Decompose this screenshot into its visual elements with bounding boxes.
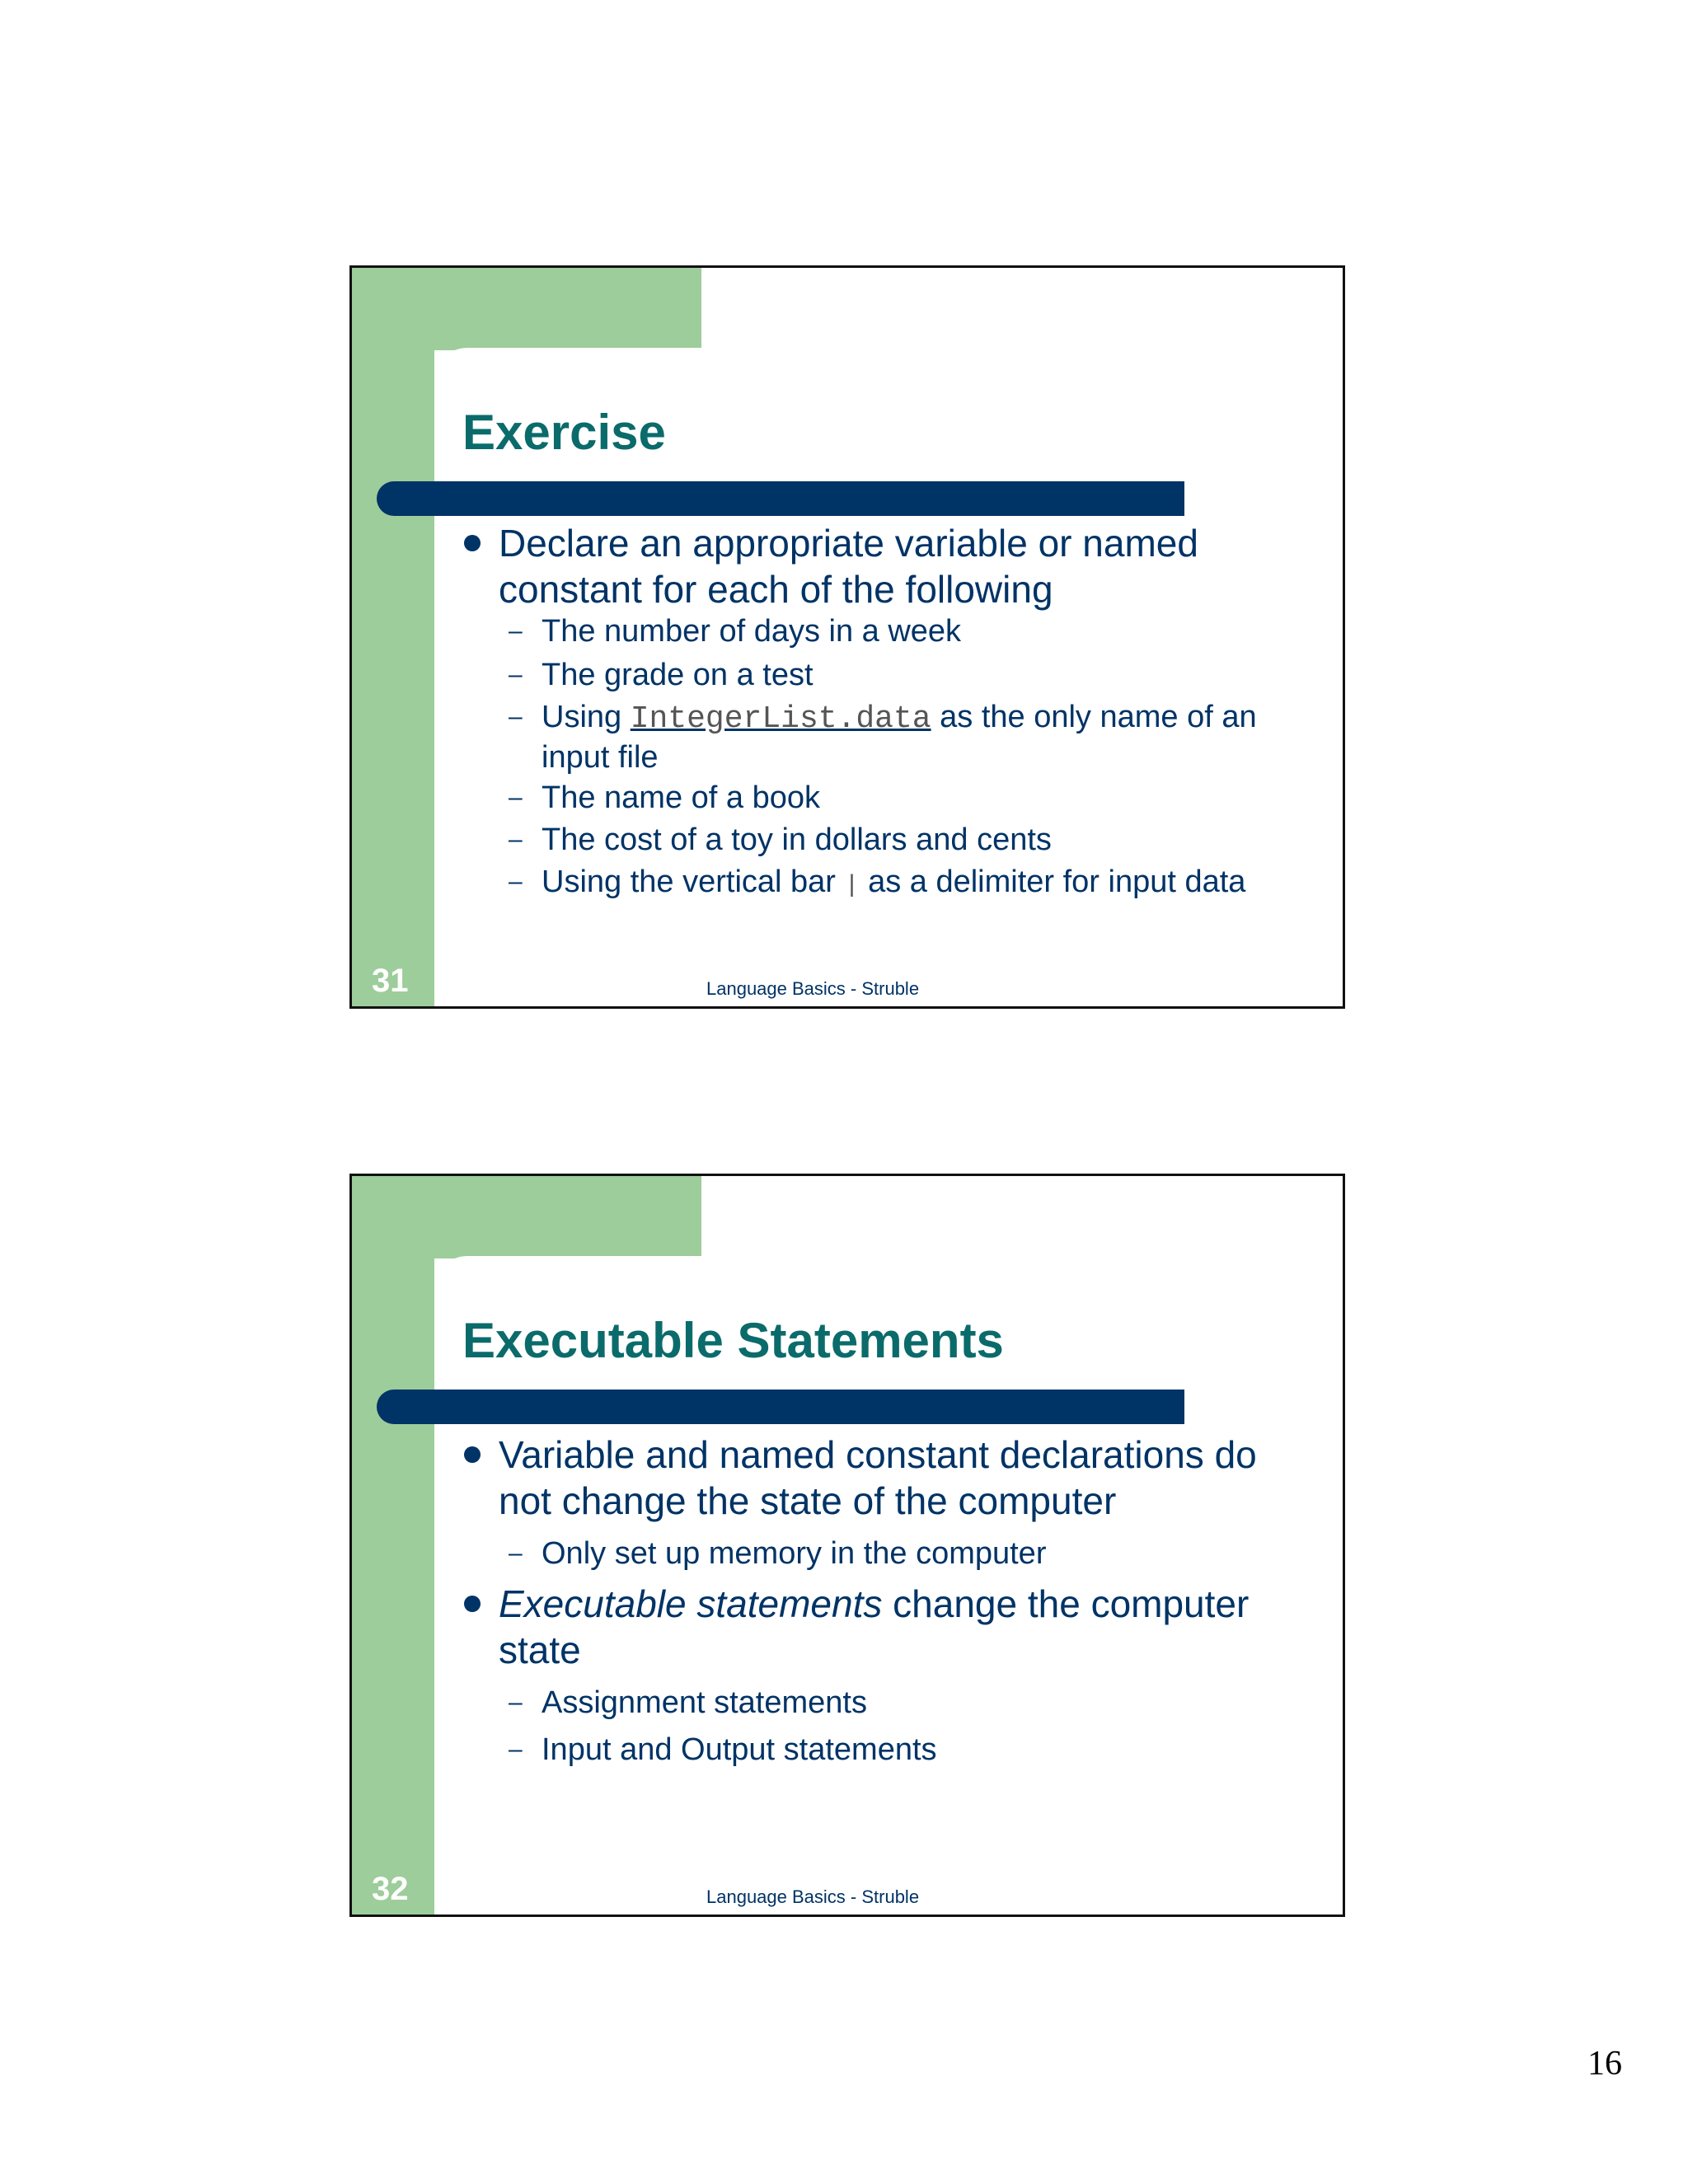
title-underline-bar: [377, 481, 1184, 516]
sub-item-text-prefix: Using: [542, 700, 631, 734]
sub-item-text: Assignment statements: [542, 1685, 867, 1720]
bullet-text: Declare an appropriate variable or named constant for each of the following: [499, 522, 1198, 611]
slide-top-decoration: [352, 1176, 701, 1258]
slide-footer: Language Basics - Struble: [706, 1886, 920, 1907]
sub-item-text: The name of a book: [542, 780, 820, 815]
sub-item-text-suffix: as a delimiter for input data: [859, 865, 1246, 899]
sub-item-text-prefix: Using the vertical bar: [542, 865, 845, 899]
bullet-item: [462, 1581, 1287, 1673]
slide-footer: Language Basics - Struble: [706, 978, 920, 999]
dash-icon: –: [509, 1736, 523, 1763]
slide-number: 31: [372, 963, 409, 999]
slide-top-decoration: [352, 268, 701, 350]
dash-icon: –: [509, 1689, 523, 1716]
sub-item: [509, 1731, 1300, 1769]
dash-icon: –: [509, 661, 523, 688]
delimiter-char: |: [844, 872, 860, 900]
sub-item-text: Input and Output statements: [542, 1732, 937, 1767]
slide-number: 32: [372, 1871, 409, 1907]
bullet-text-italic: Executable statements: [499, 1582, 883, 1625]
slide-title: Executable Statements: [462, 1313, 1004, 1368]
sub-item-text-suffix: as the only name of an input file: [542, 700, 1257, 775]
file-name-code: IntegerList.data: [630, 701, 931, 737]
bullet-text: Variable and named constant declarations do not change the state of the computer: [499, 1433, 1257, 1522]
bullet-dot-icon: [464, 535, 481, 551]
bullet-dot-icon: [464, 1446, 481, 1463]
dash-icon: –: [509, 617, 523, 644]
sub-item-text: The grade on a test: [542, 658, 814, 692]
sub-item-text: Only set up memory in the computer: [542, 1536, 1047, 1571]
dash-icon: –: [509, 784, 523, 811]
bullet-text: change the computer state: [499, 1582, 1250, 1671]
title-underline-bar: [377, 1390, 1184, 1424]
sub-item: [509, 656, 1300, 694]
bullet-item: [462, 520, 1287, 612]
dash-icon: –: [509, 826, 523, 853]
dash-icon: –: [509, 703, 523, 730]
dash-icon: –: [509, 1540, 523, 1567]
sub-item: [509, 612, 1300, 650]
slide-title: Exercise: [462, 405, 666, 460]
dash-icon: –: [509, 868, 523, 895]
sub-item: [509, 863, 1300, 905]
sub-item: [509, 698, 1300, 776]
slide-32: [349, 1174, 1345, 1917]
bullet-item: [462, 1432, 1287, 1524]
sub-item-text: The number of days in a week: [542, 614, 962, 649]
bullet-dot-icon: [464, 1596, 481, 1612]
slide-31: [349, 265, 1345, 1009]
page-number: 16: [1587, 2045, 1622, 2083]
sub-item: [509, 1684, 1300, 1722]
sub-item: [509, 779, 1300, 817]
slide-sidebar-decoration: [352, 1176, 434, 1915]
slide-sidebar-decoration: [352, 268, 434, 1006]
sub-item-text: The cost of a toy in dollars and cents: [542, 823, 1052, 857]
sub-item: [509, 821, 1300, 859]
sub-item: [509, 1535, 1300, 1572]
